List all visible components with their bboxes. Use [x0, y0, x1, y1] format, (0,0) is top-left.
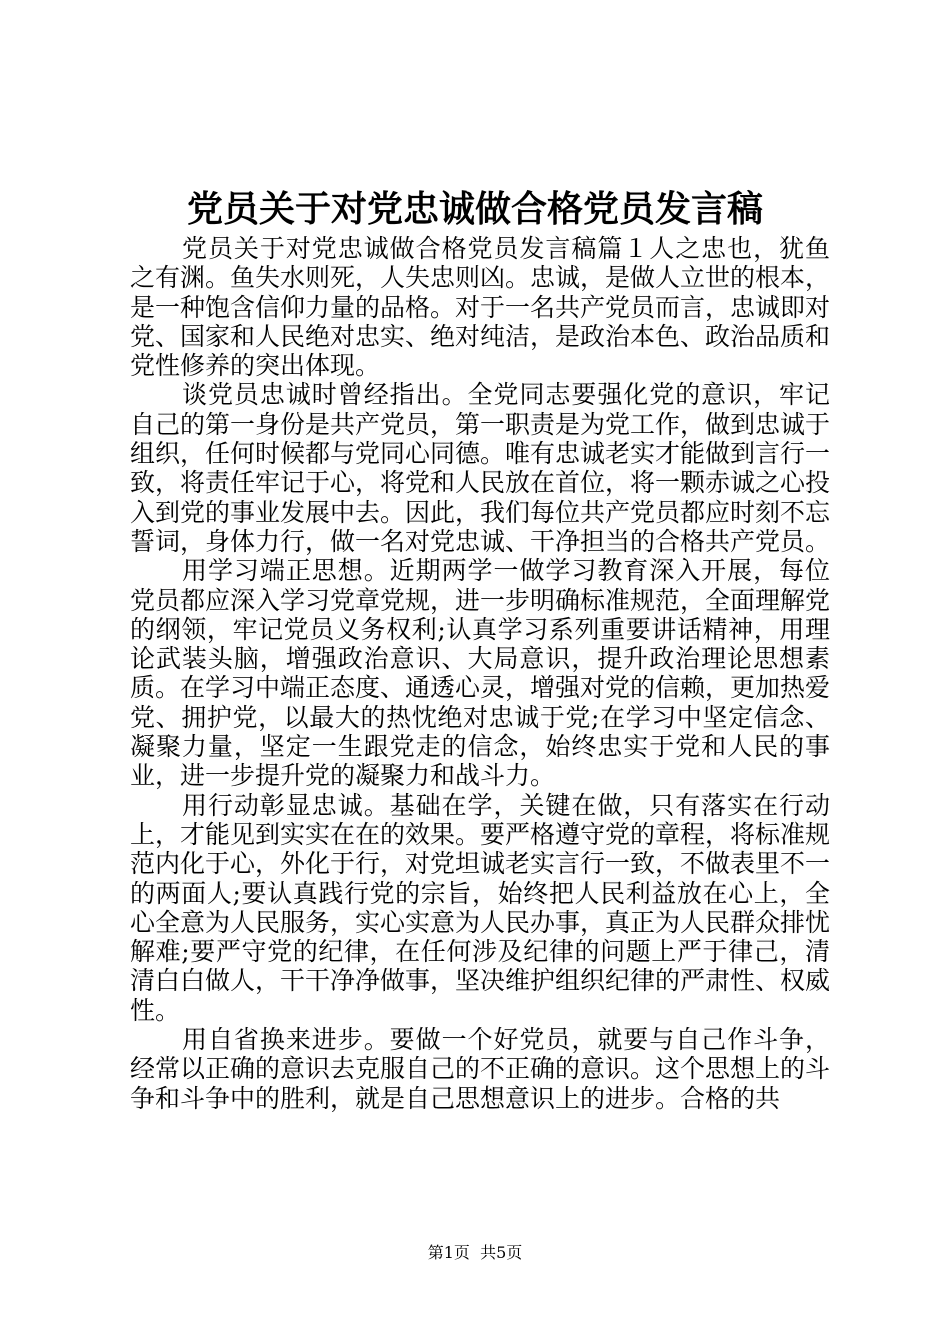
page-number-footer: 第1页 共5页: [427, 1243, 523, 1262]
document-title: 党员关于对党忠诚做合格党员发言稿: [186, 188, 763, 230]
document-body: [130, 234, 830, 1113]
paragraph-1: 党员关于对党忠诚做合格党员发言稿篇１人之忠也，犹鱼之有渊。鱼失水则死，人失忠则凶。忠诚，是做人立世的根本，是一种饱含信仰力量的品格。对于一名共产党员而言，忠诚即对党、国家和人民绝对忠实、绝对纯洁，是政治本色、政治品质和党性修养的突出体现。: [130, 234, 831, 381]
paragraph-5: 用自省换来进步。要做一个好党员，就要与自己作斗争，经常以正确的意识去克服自己的不正确的意识。这个思想上的斗争和斗争中的胜利，就是自己思想意识上的进步。合格的共: [130, 1025, 831, 1113]
paragraph-3: 用学习端正思想。近期两学一做学习教育深入开展，每位党员都应深入学习党章党规，进一步明确标准规范，全面理解党的纲领，牢记党员义务权利;认真学习系列重要讲话精神，用理论武装头脑，增强政治意识、大局意识，提升政治理论思想素质。在学习中端正态度、通透心灵，增强对党的信赖，更加热爱党、拥护党，以最大的热忱绝对忠诚于党;在学习中坚定信念、凝聚力量，坚定一生跟党走的信念，始终忠实于党和人民的事业，进一步提升党的凝聚力和战斗力。: [130, 556, 831, 791]
paragraph-2: 谈党员忠诚时曾经指出。全党同志要强化党的意识，牢记自己的第一身份是共产党员，第一职责是为党工作，做到忠诚于组织，任何时候都与党同心同德。唯有忠诚老实才能做到言行一致，将责任牢记于心，将党和人民放在首位，将一颗赤诚之心投入到党的事业发展中去。因此，我们每位共产党员都应时刻不忘誓词，身体力行，做一名对党忠诚、干净担当的合格共产党员。: [130, 380, 831, 556]
paragraph-4: 用行动彰显忠诚。基础在学，关键在做，只有落实在行动上，才能见到实实在在的效果。要严格遵守党的章程，将标准规范内化于心，外化于行，对党坦诚老实言行一致，不做表里不一的两面人;要认真践行党的宗旨，始终把人民利益放在心上，全心全意为人民服务，实心实意为人民办事，真正为人民群众排忧解难;要严守党的纪律，在任何涉及纪律的问题上严于律己，清清白白做人，干干净净做事，坚决维护组织纪律的严肃性、权威性。: [130, 790, 831, 1025]
